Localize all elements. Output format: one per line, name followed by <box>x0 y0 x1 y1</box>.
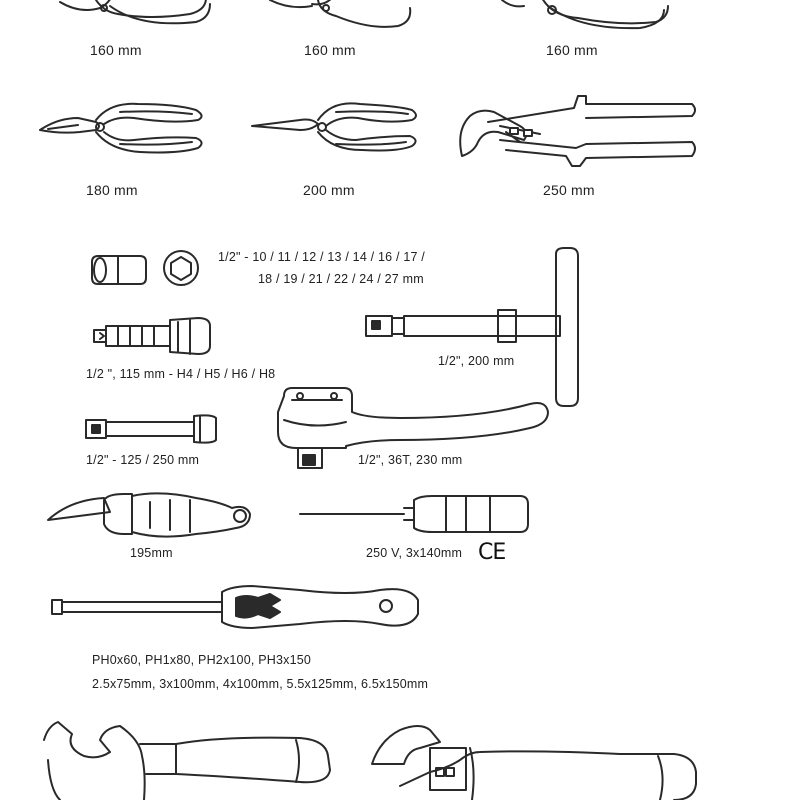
plier-160-b-label: 160 mm <box>304 42 356 58</box>
extension-bar-label: 1/2" - 125 / 250 mm <box>86 453 200 467</box>
t-handle-label: 1/2", 200 mm <box>438 354 515 368</box>
extension-bar-icon <box>86 415 216 442</box>
cable-knife-icon <box>48 493 250 536</box>
water-pump-pliers-label: 250 mm <box>543 182 595 198</box>
voltage-tester-label: 250 V, 3x140mm <box>366 546 463 560</box>
adjustable-wrench-icon <box>372 726 696 800</box>
plier-160-c-icon <box>502 0 668 28</box>
screwdrivers-slot-label: 2.5x75mm, 3x100mm, 4x100mm, 5.5x125mm, 6.5x150mm <box>92 677 429 691</box>
open-end-spanner-icon <box>44 722 330 800</box>
plier-160-a-label: 160 mm <box>90 42 142 58</box>
screwdriver-icon <box>52 586 418 628</box>
sockets-sizes-line-1: 1/2" - 10 / 11 / 12 / 13 / 14 / 16 / 17 / <box>218 250 425 264</box>
sockets-sizes-line-2: 18 / 19 / 21 / 22 / 24 / 27 mm <box>258 272 424 286</box>
bit-socket-icon <box>94 318 210 354</box>
combination-pliers-label: 180 mm <box>86 182 138 198</box>
long-nose-pliers-icon <box>252 103 416 150</box>
combination-pliers-icon <box>40 104 202 153</box>
water-pump-pliers-icon <box>460 96 695 166</box>
ratchet-label: 1/2", 36T, 230 mm <box>358 453 463 467</box>
plier-160-b-icon <box>270 0 410 27</box>
bit-socket-label: 1/2 ", 115 mm - H4 / H5 / H6 / H8 <box>86 367 276 381</box>
ce-mark: CE <box>478 540 506 565</box>
voltage-tester-icon <box>300 496 528 532</box>
knife-label: 195mm <box>130 546 173 560</box>
long-nose-pliers-label: 200 mm <box>303 182 355 198</box>
socket-hex-end-icon <box>164 251 198 285</box>
plier-160-a-icon <box>60 0 210 23</box>
screwdrivers-ph-label: PH0x60, PH1x80, PH2x100, PH3x150 <box>92 653 312 667</box>
plier-160-c-label: 160 mm <box>546 42 598 58</box>
socket-icon <box>92 256 146 284</box>
